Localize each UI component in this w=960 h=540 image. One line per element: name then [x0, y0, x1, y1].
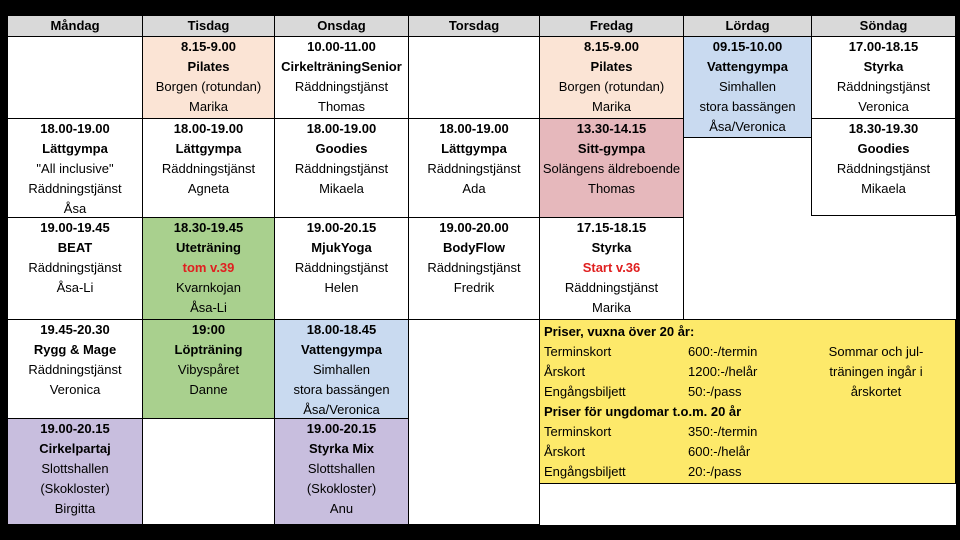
class-instructor: Marika [591, 99, 631, 114]
class-instructor: Fredrik [453, 280, 495, 295]
class-instructor: Birgitta [54, 501, 96, 516]
class-name: Lättgympa [441, 141, 507, 156]
class-location: Räddningstjänst [836, 79, 931, 94]
class-location: Räddningstjänst [161, 161, 256, 176]
class-instructor: Agneta [187, 181, 230, 196]
class-location-detail: stora bassängen [699, 99, 796, 114]
header-monday: Måndag [7, 15, 143, 37]
class-time: 19.00-20.00 [439, 220, 509, 235]
class-name: BodyFlow [442, 240, 506, 255]
adult-term-label: Terminskort [544, 344, 612, 359]
class-instructor: Mikaela [319, 181, 364, 196]
class-time: 19.45-20.30 [40, 322, 110, 337]
class-cell-wednesday-3 [274, 319, 409, 419]
class-time: 10.00-11.00 [307, 39, 376, 54]
class-instructor: Anu [329, 501, 354, 516]
class-cell-friday-1 [539, 118, 684, 218]
season-note-line: årskortet [850, 384, 902, 399]
class-name: Pilates [590, 59, 633, 74]
class-cell-tuesday-0 [142, 36, 275, 119]
class-instructor: Veronica [49, 382, 101, 397]
class-location: Räddningstjänst [294, 260, 389, 275]
class-location: Slottshallen [41, 461, 109, 476]
class-location: Slottshallen [307, 461, 376, 476]
class-cell-monday-4 [7, 418, 143, 525]
class-cell-thursday-2 [408, 217, 540, 320]
class-location: Räddningstjänst [294, 161, 389, 176]
class-cell-monday-1 [7, 118, 143, 218]
youth-single-label: Engångsbiljett [544, 464, 626, 479]
class-time: 18.00-19.00 [439, 121, 509, 136]
youth-term-label: Terminskort [544, 424, 612, 439]
class-location: Vibyspåret [177, 362, 240, 377]
class-time: 8.15-9.00 [584, 39, 639, 54]
class-location: Räddningstjänst [427, 161, 521, 176]
class-location-detail: (Skokloster) [40, 481, 110, 496]
class-name: CirkelträningSenior [281, 59, 402, 74]
youth-single-price: 20:-/pass [688, 464, 742, 479]
class-cell-tuesday-1 [142, 118, 275, 218]
class-instructor: Mikaela [861, 181, 906, 196]
class-cell-thursday-1 [408, 118, 540, 218]
class-time: 8.15-9.00 [181, 39, 236, 54]
class-name: Rygg & Mage [33, 342, 117, 357]
class-name: BEAT [57, 240, 93, 255]
class-time: 19.00-19.45 [40, 220, 110, 235]
class-cell-friday-2 [539, 217, 684, 320]
youth-term-price: 350:-/termin [688, 424, 758, 439]
class-location: Simhallen [718, 79, 777, 94]
class-instructor: Åsa-Li [190, 300, 227, 315]
class-time: 17.00-18.15 [848, 39, 919, 54]
adult-year-label: Årskort [544, 364, 586, 379]
class-name: Löpträning [174, 342, 243, 357]
youth-price-title: Priser för ungdomar t.o.m. 20 år [544, 404, 742, 419]
class-name: Styrka [591, 240, 632, 255]
youth-year-price: 600:-/helår [688, 444, 751, 459]
class-subtitle: "All inclusive" [36, 161, 114, 176]
adult-single-label: Engångsbiljett [544, 384, 626, 399]
class-location: Räddningstjänst [28, 260, 122, 275]
class-instructor: Åsa/Veronica [709, 119, 786, 134]
class-cell-sunday-1 [811, 118, 956, 216]
class-name: Pilates [187, 59, 230, 74]
header-tuesday: Tisdag [142, 15, 275, 37]
class-time: 18.30-19.45 [173, 220, 244, 235]
class-instructor: Marika [591, 300, 631, 315]
class-time: 18.00-19.00 [306, 121, 377, 136]
class-instructor: Åsa/Veronica [303, 402, 380, 417]
class-cell-sunday-0 [811, 36, 956, 119]
header-wednesday: Onsdag [274, 15, 409, 37]
class-name: Lättgympa [175, 141, 242, 156]
class-cell-monday-2 [7, 217, 143, 320]
class-location: Borgen (rotundan) [558, 79, 665, 94]
header-thursday: Torsdag [408, 15, 540, 37]
class-location: Kvarnkojan [175, 280, 242, 295]
season-note-line: Sommar och jul- [828, 344, 924, 359]
class-time: 19.00-20.15 [306, 421, 377, 436]
class-location: Räddningstjänst [28, 362, 122, 377]
class-instructor: Thomas [318, 99, 365, 114]
monday-empty-cell [7, 36, 143, 119]
class-cell-tuesday-3 [142, 319, 275, 419]
class-name: Styrka [863, 59, 904, 74]
season-note [801, 342, 951, 402]
class-location: Räddningstjänst [427, 260, 521, 275]
class-time: 18.00-19.00 [173, 121, 244, 136]
class-time: 13.30-14.15 [576, 121, 647, 136]
schedule-sheet [7, 15, 956, 525]
tuesday-empty-cell [142, 418, 275, 525]
class-location-detail: stora bassängen [293, 382, 390, 397]
class-location: Räddningstjänst [28, 181, 122, 196]
class-cell-friday-0 [539, 36, 684, 119]
class-time: 09.15-10.00 [712, 39, 783, 54]
class-cell-wednesday-1 [274, 118, 409, 218]
class-instructor: Ada [462, 181, 486, 196]
price-panel [539, 319, 956, 484]
adult-year-price: 1200:-/helår [688, 364, 758, 379]
class-instructor: Marika [188, 99, 228, 114]
class-name: Goodies [315, 141, 368, 156]
class-name: Goodies [857, 141, 910, 156]
class-name: Vattengympa [707, 59, 788, 74]
class-instructor: Danne [189, 382, 228, 397]
class-instructor: Åsa [63, 201, 87, 216]
class-name: Lättgympa [42, 141, 108, 156]
class-location: Räddningstjänst [294, 79, 389, 94]
class-time: 19:00 [191, 322, 226, 337]
class-location: Simhallen [312, 362, 371, 377]
youth-year-label: Årskort [544, 444, 586, 459]
class-location-detail: (Skokloster) [306, 481, 377, 496]
class-instructor: Veronica [858, 99, 909, 114]
class-time: 17.15-18.15 [576, 220, 647, 235]
class-time: 19.00-20.15 [40, 421, 110, 436]
thursday-empty-cell [408, 319, 540, 525]
class-cell-wednesday-2 [274, 217, 409, 320]
header-sunday: Söndag [811, 15, 956, 37]
class-cell-wednesday-4 [274, 418, 409, 525]
adult-single-price: 50:-/pass [688, 384, 742, 399]
header-friday: Fredag [539, 15, 684, 37]
header-saturday: Lördag [683, 15, 812, 37]
class-name: Uteträning [176, 240, 241, 255]
class-time: 18.30-19.30 [848, 121, 919, 136]
class-cell-wednesday-0 [274, 36, 409, 119]
class-location: Räddningstjänst [564, 280, 659, 295]
class-location: Borgen (rotundan) [155, 79, 262, 94]
class-cell-tuesday-2 [142, 217, 275, 320]
class-name: MjukYoga [311, 240, 372, 255]
adult-price-title: Priser, vuxna över 20 år: [544, 324, 695, 339]
class-location: Solängens äldreboende [542, 161, 681, 176]
class-instructor: Thomas [588, 181, 635, 196]
season-note-line: träningen ingår i [829, 364, 923, 379]
class-time: 18.00-18.45 [306, 322, 377, 337]
class-instructor: Åsa-Li [56, 280, 94, 295]
class-name: Cirkelpartaj [39, 441, 111, 456]
adult-term-price: 600:-/termin [688, 344, 758, 359]
class-cell-saturday-0 [683, 36, 812, 138]
class-time: 18.00-19.00 [40, 121, 110, 136]
class-notice: tom v.39 [182, 260, 235, 275]
class-notice: Start v.36 [582, 260, 641, 275]
class-name: Sitt-gympa [577, 141, 646, 156]
class-name: Styrka Mix [308, 441, 375, 456]
class-location: Räddningstjänst [836, 161, 931, 176]
class-cell-monday-3 [7, 319, 143, 419]
thursday-empty-cell [408, 36, 540, 119]
class-time: 19.00-20.15 [306, 220, 377, 235]
class-instructor: Helen [324, 280, 359, 295]
class-name: Vattengympa [301, 342, 382, 357]
